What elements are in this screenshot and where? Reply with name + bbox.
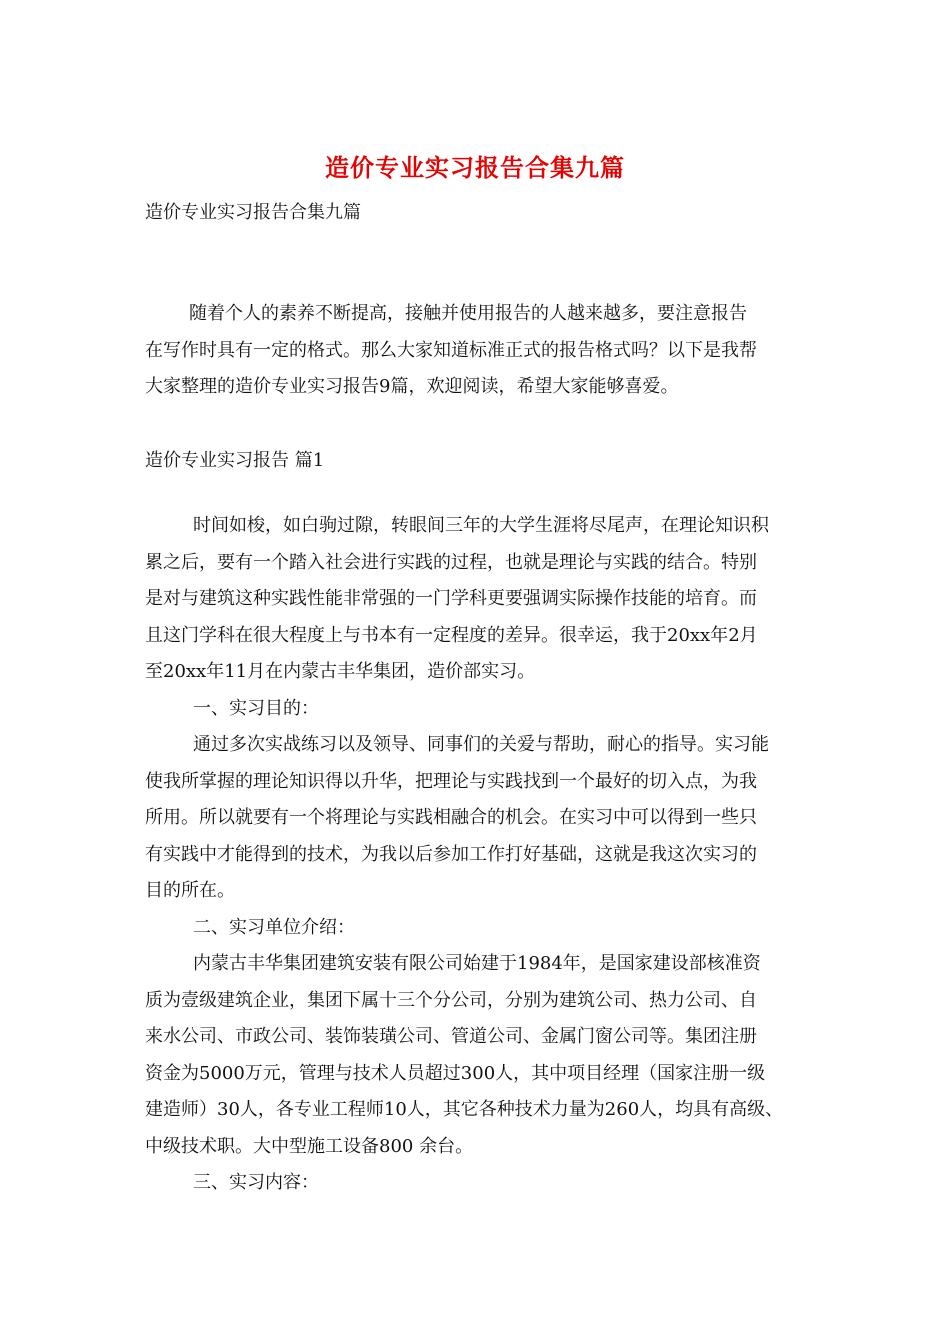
intro-paragraph: [145, 296, 810, 406]
body-line: 内蒙古丰华集团建筑安装有限公司始建于1984年，是国家建设部核准资: [193, 953, 761, 974]
body-line: 是对与建筑这种实践性能非常强的一门学科更要强调实际操作技能的培育。而: [145, 588, 757, 609]
body-line: 目的所在。: [145, 880, 235, 901]
body-line: 且这门学科在很大程度上与书本有一定程度的差异。很幸运，我于20xx年2月: [145, 624, 758, 646]
body-line: 有实践中才能得到的技术，为我以后参加工作打好基础，这就是我这次实习的: [145, 843, 757, 865]
intro-line: 在写作时具有一定的格式。那么大家知道标准正式的报告格式吗？以下是我帮: [145, 339, 757, 361]
subheading-content: 三、实习内容：: [193, 1172, 319, 1193]
document-title: 造价专业实习报告合集九篇: [325, 153, 625, 182]
body-line: 至20xx年11月在内蒙古丰华集团，造价部实习。: [145, 661, 536, 682]
body-text: [145, 508, 810, 1202]
intro-line: 随着个人的素养不断提高，接触并使用报告的人越来越多，要注意报告: [189, 303, 747, 324]
intro-line: 大家整理的造价专业实习报告9篇，欢迎阅读，希望大家能够喜爱。: [145, 376, 679, 397]
body-line: 累之后，要有一个踏入社会进行实践的过程，也就是理论与实践的结合。特别: [145, 551, 757, 573]
section-heading: 造价专业实习报告 篇1: [145, 450, 325, 471]
subheading-purpose: 一、实习目的：: [193, 697, 319, 719]
body-line: 建造师）30人，各专业工程师10人，其它各种技术力量为260人，均具有高级、: [145, 1099, 784, 1120]
document-subtitle: 造价专业实习报告合集九篇: [145, 202, 361, 223]
body-line: 来水公司、市政公司、装饰装璜公司、管道公司、金属门窗公司等。集团注册: [145, 1026, 757, 1047]
body-line: 中级技术职。大中型施工设备800 余台。: [145, 1135, 474, 1157]
body-line: 资金为5000万元，管理与技术人员超过300人，其中项目经理（国家注册一级: [145, 1062, 766, 1084]
body-line: 使我所掌握的理论知识得以升华，把理论与实践找到一个最好的切入点，为我: [145, 770, 757, 792]
body-line: 时间如梭，如白驹过隙，转眼间三年的大学生涯将尽尾声，在理论知识积: [193, 515, 769, 536]
body-line: 质为壹级建筑企业，集团下属十三个分公司，分别为建筑公司、热力公司、自: [145, 989, 757, 1011]
body-line: 所用。所以就要有一个将理论与实践相融合的机会。在实习中可以得到一些只: [145, 807, 757, 828]
body-line: 通过多次实战练习以及领导、同事们的关爱与帮助，耐心的指导。实习能: [193, 734, 769, 755]
subheading-company: 二、实习单位介绍：: [193, 916, 355, 938]
